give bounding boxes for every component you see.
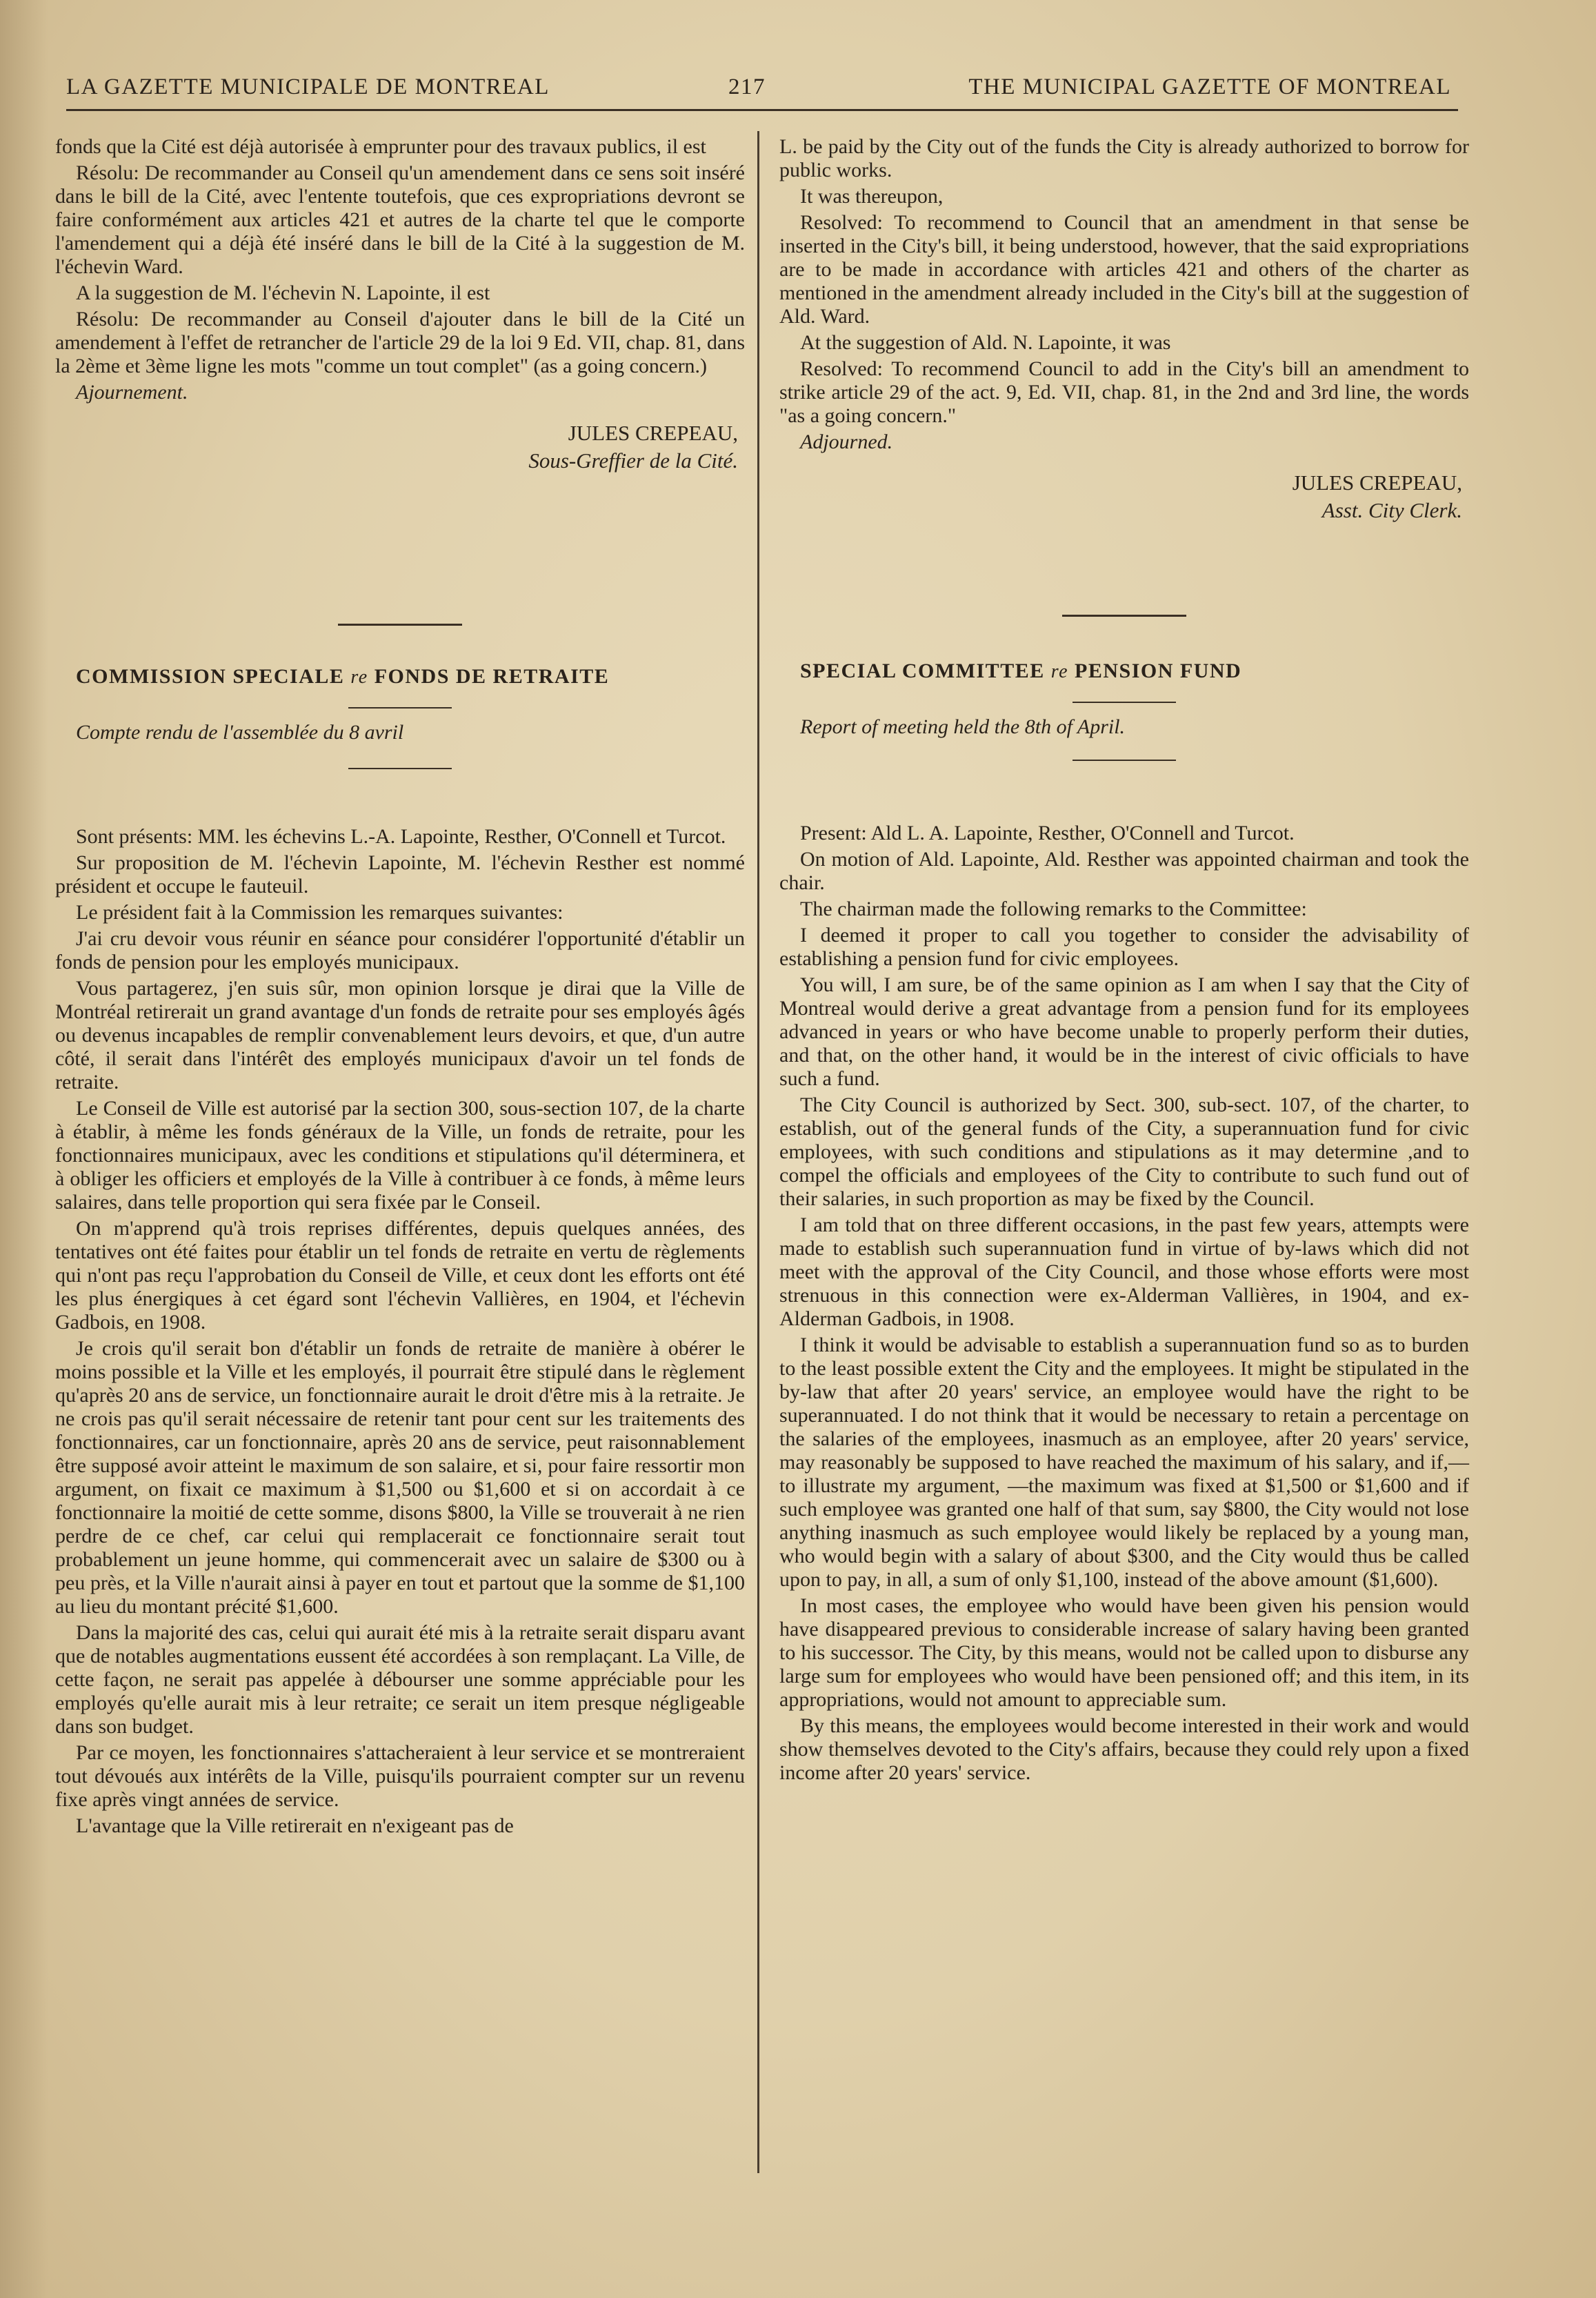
signature-block (55, 419, 738, 475)
english-minutes-tail (779, 135, 1469, 524)
signature-role: Asst. City Clerk. (1321, 498, 1462, 522)
paragraph: On motion of Ald. Lapointe, Ald. Resther was appointed chairman and took the chair. (779, 848, 1469, 894)
page-number: 217 (728, 75, 766, 99)
section-title-re: re (1050, 661, 1069, 682)
paragraph: Sur proposition de M. l'échevin Lapointe, M. l'échevin Resther est nommé président et occupe le fauteuil. (55, 851, 745, 898)
section-title-re: re (350, 666, 368, 688)
subtitle-rule (1073, 760, 1176, 761)
section-subtitle: Report of meeting held the 8th of April. (800, 715, 1126, 738)
section-divider (338, 624, 462, 626)
english-column (779, 135, 1469, 1784)
french-section-heading (55, 665, 745, 769)
french-minutes-tail (55, 135, 745, 475)
paragraph: fonds que la Cité est déjà autorisée à emprunter pour des travaux publics, il est (55, 135, 706, 158)
paragraph: I think it would be advisable to establish a superannuation fund so as to burden to the least possible extent the City and the employees. It might be stipulated in the by-law that after 20 years' service, an employee would have the right to be superannuated. I do not think that it would be necessary to retain a percentage on the salaries of the employees, inasmuch as an employee, after 20 years' service, may reasonably be supposed to have reached the maximum of his salary, and if,—to illustrate my argument, —the maximum was fixed at $1,500 or $1,600 and if such employee was granted one half of that sum, say $800, the City would not lose anything inasmuch as such employee would likely be replaced by a young man, who would begin with a salary of about $300, and the City would thus be called upon to pay, in all, a sum of only $1,100, instead of the above amount ($1,600). (779, 1334, 1469, 1591)
adjournment: Adjourned. (800, 430, 893, 453)
paragraph: Résolu: De recommander au Conseil d'ajouter dans le bill de la Cité un amendement à l'effet de retrancher de l'article 29 de la loi 9 Ed. VII, chap. 81, dans la 2ème et 3ème ligne les mots "comme un tout complet" (as a going concern.) (55, 308, 745, 377)
paragraph: J'ai cru devoir vous réunir en séance pour considérer l'opportunité d'établir un fonds de pension pour les employés municipaux. (55, 927, 745, 973)
paragraph: Sont présents: MM. les échevins L.-A. Lapointe, Resther, O'Connell et Turcot. (76, 825, 726, 848)
english-report-body (779, 822, 1469, 1787)
binding-shadow (0, 0, 48, 2298)
section-title (779, 660, 1469, 684)
paragraph: In most cases, the employee who would have been given his pension would have disappeared previous to considerable increase of salary having been granted to his successor. The City, by this means, would not be called upon to disburse any large sum for employees who would have been pensioned off; and this item, in its appropriations, would not amount to appreciable sum. (779, 1594, 1469, 1711)
paragraph: Present: Ald L. A. Lapointe, Resther, O'Connell and Turcot. (800, 822, 1295, 844)
header-english-title: THE MUNICIPAL GAZETTE OF MONTREAL (968, 75, 1451, 99)
header-rule (66, 109, 1458, 111)
paragraph: Le Conseil de Ville est autorisé par la section 300, sous-section 107, de la charte à établir, à même les fonds généraux de la Ville, un fonds de retraite, pour les fonctionnaires municipaux, avec les conditions et stipulations qu'il déterminera, et à obliger les officiers et employés de la Ville à contribuer à ce fonds, à même leurs salaires, dans telle proportion qui sera fixée par le Conseil. (55, 1097, 745, 1214)
paragraph: Par ce moyen, les fonctionnaires s'attacheraient à leur service et se montreraient tout dévoués aux intérêts de la Ville, puisqu'ils pourraient compter sur un revenu fixe après vingt années de service. (55, 1741, 745, 1811)
paragraph: By this means, the employees would become interested in their work and would show themselves devoted to the City's affairs, because they could rely upon a fixed income after 20 years' service. (779, 1714, 1469, 1784)
signature-name: JULES CREPEAU, (568, 421, 738, 445)
paragraph: It was thereupon, (800, 185, 944, 208)
paragraph: Je crois qu'il serait bon d'établir un fonds de retraite de manière à obérer le moins possible et la Ville et les employés, il pourrait être stipulé dans le règlement qu'après 20 ans de service, un fonctionnaire aurait le droit d'être mis à la retraite. Je ne crois pas qu'il serait nécessaire de retenir tant pour cent sur les traitements des fonctionnaires, car un fonctionnaire, après 20 ans de service, peut raisonnablement être supposé avoir atteint le maximum de son salaire, et si, pour faire ressortir mon argument, on fixait ce maximum à $1,500 ou $1,600 et si on accordait à ce fonctionnaire la moitié de cette somme, disons $800, la Ville se trouverait à ne rien perdre de ce chef, car celui qui remplacerait ce fonctionnaire serait tout probablement un jeune homme, qui commencerait avec un salaire de $300 ou à peu près, et la Ville n'aurait ainsi à payer en tout et partout que la somme de $1,100 au lieu du montant précité $1,600. (55, 1337, 745, 1618)
paragraph: The chairman made the following remarks to the Committee: (800, 898, 1307, 920)
paragraph: I deemed it proper to call you together to consider the advisability of establishing a pension fund for civic employees. (779, 924, 1469, 970)
french-column (55, 135, 745, 1837)
paragraph: Dans la majorité des cas, celui qui aurait été mis à la retraite serait disparu avant que de notables augmentations eussent été accordées à son remplaçant. La Ville, de cette façon, ne serait pas appelée à débourser une somme appréciable pour les employés qu'elle aurait mis à leur retraite; ce serait un item presque négligeable dans son budget. (55, 1621, 745, 1738)
french-report-body (55, 825, 745, 1841)
paragraph: Resolved: To recommend to Council that an amendment in that sense be inserted in the City's bill, it being understood, however, that the said expropriations are to be made in accordance with articles 421 and others of the charter as mentioned in the amendment already included in the City's bill at the suggestion of Ald. Ward. (779, 211, 1469, 328)
section-title-main: SPECIAL COMMITTEE (800, 660, 1045, 682)
header-french-title: LA GAZETTE MUNICIPALE DE MONTREAL (66, 75, 550, 99)
section-title-tail: FONDS DE RETRAITE (374, 665, 610, 688)
paragraph: Vous partagerez, j'en suis sûr, mon opinion lorsque je dirai que la Ville de Montréal retirerait un grand avantage d'un fonds de retraite pour ses employés âgés ou devenus incapables de remplir convenablement leurs devoirs, et que, d'un autre côté, il serait dans l'intérêt des employés municipaux d'avoir un tel fonds de retraite. (55, 977, 745, 1093)
signature-name: JULES CREPEAU, (1292, 471, 1462, 495)
section-title-tail: PENSION FUND (1075, 660, 1242, 682)
english-section-heading (779, 660, 1469, 761)
paragraph: Resolved: To recommend Council to add in the City's bill an amendment to strike article 29 of the act. 9, Ed. VII, chap. 81, in the 2nd and 3rd line, the words "as a going concern." (779, 357, 1469, 427)
section-title-main: COMMISSION SPECIALE (76, 665, 345, 688)
signature-role: Sous-Greffier de la Cité. (528, 448, 738, 473)
paragraph: L'avantage que la Ville retirerait en n'exigeant pas de (76, 1814, 514, 1837)
title-rule (1073, 702, 1176, 703)
paragraph: Résolu: De recommander au Conseil qu'un amendement dans ce sens soit inséré dans le bill de la Cité, avec l'entente toutefois, que ces expropriations devront se faire conformément aux articles 421 et autres de la charte tel que le comporte l'amendement qui a déjà été inséré dans le bill de la Cité à la suggestion de M. l'échevin Ward. (55, 161, 745, 278)
adjournment: Ajournement. (76, 381, 188, 404)
paragraph: You will, I am sure, be of the same opinion as I am when I say that the City of Montreal would derive a great advantage from a pension fund for its employees advanced in years or who have become unable to properly perform their duties, and that, on the other hand, it would be in the interest of civic officials to have such a fund. (779, 973, 1469, 1090)
paragraph: L. be paid by the City out of the funds the City is already authorized to borrow for public works. (779, 135, 1469, 181)
paragraph: On m'apprend qu'à trois reprises différentes, depuis quelques années, des tentatives ont été faites pour établir un tel fonds de retraite en vertu de règlements qui n'ont pas reçu l'approbation du Conseil de Ville, et ceux dont les efforts ont été les plus énergiques à cet égard sont l'échevin Vallières, en 1904, et l'échevin Gadbois, en 1908. (55, 1217, 745, 1334)
section-title (55, 665, 745, 689)
paragraph: Le président fait à la Commission les remarques suivantes: (76, 901, 563, 924)
title-rule (348, 707, 452, 709)
paragraph: I am told that on three different occasions, in the past few years, attempts were made to establish such superannuation fund in virtue of by-laws which did not meet with the approval of the City Council, and those whose efforts were most strenuous in this connection were ex-Alderman Vallières, in 1904, and ex-Alderman Gadbois, in 1908. (779, 1214, 1469, 1330)
section-divider (1062, 615, 1186, 617)
section-subtitle: Compte rendu de l'assemblée du 8 avril (76, 721, 404, 744)
signature-block (779, 469, 1462, 524)
paragraph: At the suggestion of Ald. N. Lapointe, it was (800, 331, 1171, 354)
paragraph: The City Council is authorized by Sect. 300, sub-sect. 107, of the charter, to establish, out of the general funds of the City, a superannuation fund for civic employees, with such conditions and stipulations as it may determine ,and to compel the officials and employees of the City to contribute to such fund out of their salaries, in such proportion as may be fixed by the Council. (779, 1093, 1469, 1210)
paragraph: A la suggestion de M. l'échevin N. Lapointe, il est (76, 281, 490, 304)
subtitle-rule (348, 768, 452, 769)
column-divider (757, 131, 759, 2173)
